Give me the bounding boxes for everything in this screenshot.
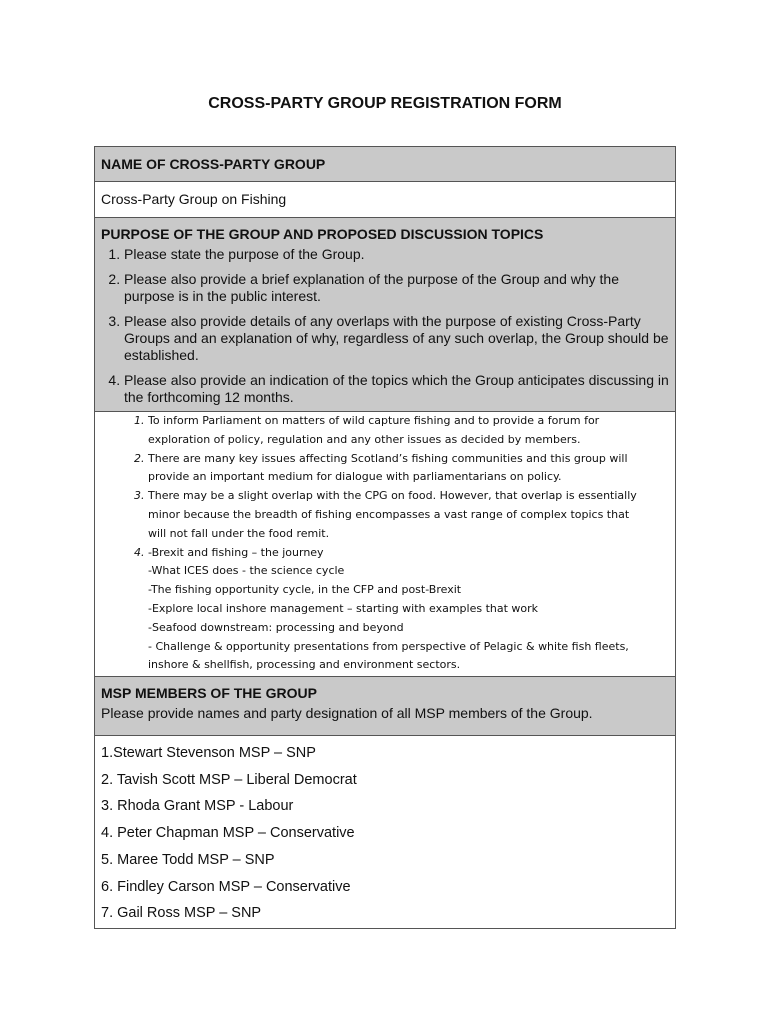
answer-line: -What ICES does - the science cycle: [148, 564, 345, 578]
purpose-section-heading: PURPOSE OF THE GROUP AND PROPOSED DISCUSSION TOPICS: [101, 226, 544, 242]
msp-member: 6. Findley Carson MSP – Conservative: [101, 878, 351, 895]
purpose-question: 1. Please state the purpose of the Group.: [124, 246, 669, 263]
purpose-questions-list: [101, 246, 669, 406]
answer-line: 1. To inform Parliament on matters of wild capture fishing and to provide a forum for: [148, 414, 600, 427]
answer-line: inshore & shellfish, processing and environment sectors.: [148, 658, 461, 672]
purpose-answers-cell: [95, 412, 676, 677]
purpose-question: 2. Please also provide a brief explanation of the purpose of the Group and why the purpose is in the public interest.: [124, 271, 669, 305]
answer-line: provide an important medium for dialogue with parliamentarians on policy.: [148, 470, 562, 484]
purpose-section-header: [95, 218, 676, 412]
name-section-header: [95, 147, 676, 182]
purpose-question: 3. Please also provide details of any overlaps with the purpose of existing Cross-Party Groups and an explanation of why, regardless of any such overlap, the Group should be established.: [124, 313, 669, 364]
msp-member: 7. Gail Ross MSP – SNP: [101, 905, 262, 922]
group-name-cell: [95, 182, 676, 218]
answer-line: minor because the breadth of fishing encompasses a vast range of complex topics that: [148, 507, 630, 521]
purpose-question: 4. Please also provide an indication of the topics which the Group anticipates discussing in the forthcoming 12 months.: [124, 372, 669, 406]
form-title: CROSS-PARTY GROUP REGISTRATION FORM: [208, 95, 562, 112]
msp-member: 2. Tavish Scott MSP – Liberal Democrat: [101, 771, 357, 788]
answer-line: - Challenge & opportunity presentations from perspective of Pelagic & white fish fleets,: [148, 639, 629, 653]
msp-section-heading: MSP MEMBERS OF THE GROUP: [101, 685, 317, 701]
answer-line: will not fall under the food remit.: [148, 526, 330, 540]
msp-member: 5. Maree Todd MSP – SNP: [101, 851, 275, 868]
answer-line: 4. -Brexit and fishing – the journey: [148, 545, 324, 559]
purpose-answer: [148, 450, 669, 488]
msp-member: 3. Rhoda Grant MSP - Labour: [101, 798, 294, 815]
purpose-answer: [148, 412, 669, 450]
purpose-answer: [148, 487, 669, 543]
answer-line: -The fishing opportunity cycle, in the CFP and post-Brexit: [148, 583, 462, 597]
msp-section-instruction: Please provide names and party designation of all MSP members of the Group.: [101, 705, 593, 721]
answer-line: exploration of policy, regulation and any other issues as decided by members.: [148, 432, 581, 446]
answer-line: -Seafood downstream: processing and beyond: [148, 620, 404, 634]
purpose-answers-list: [101, 412, 669, 675]
answer-line: 2. There are many key issues affecting Scotland’s fishing communities and this group will: [148, 451, 628, 465]
registration-form-table: [94, 146, 676, 929]
msp-section-header: [95, 677, 676, 736]
msp-member: 4. Peter Chapman MSP – Conservative: [101, 825, 355, 842]
msp-member: 1.Stewart Stevenson MSP – SNP: [101, 745, 316, 761]
group-name-value: Cross-Party Group on Fishing: [101, 191, 287, 207]
msp-members-list: [101, 736, 669, 927]
answer-line: 3. There may be a slight overlap with the CPG on food. However, that overlap is essentially: [148, 489, 637, 503]
answer-line: -Explore local inshore management – starting with examples that work: [148, 601, 539, 615]
msp-members-cell: [95, 736, 676, 929]
name-section-heading: NAME OF CROSS-PARTY GROUP: [101, 156, 326, 172]
purpose-answer: [148, 544, 669, 676]
